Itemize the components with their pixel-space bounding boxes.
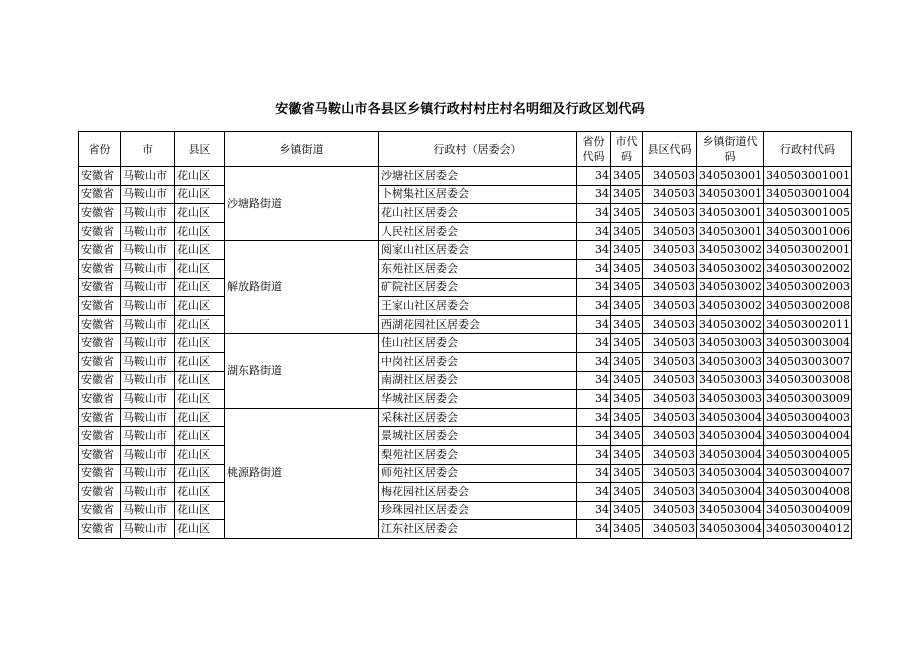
street-cell: 湖东路街道 — [225, 334, 379, 408]
table-row — [79, 427, 852, 446]
column-header: 乡镇街道代码 — [697, 132, 764, 167]
street-code-cell: 340503002 — [697, 259, 764, 278]
city-code-cell: 3405 — [611, 464, 643, 483]
village-code-cell: 340503004009 — [764, 501, 852, 520]
village-cell: 景城社区居委会 — [379, 427, 577, 446]
village-code-cell: 340503002003 — [764, 278, 852, 297]
county-cell: 花山区 — [175, 483, 225, 502]
street-code-cell: 340503002 — [697, 241, 764, 260]
province-cell: 安徽省 — [79, 315, 121, 334]
division-code-table — [78, 131, 852, 539]
table-row — [79, 408, 852, 427]
city-code-cell: 3405 — [611, 501, 643, 520]
village-cell: 人民社区居委会 — [379, 222, 577, 241]
table-row — [79, 204, 852, 223]
village-cell: 沙塘社区居委会 — [379, 167, 577, 186]
village-code-cell: 340503001004 — [764, 185, 852, 204]
column-header: 省份代码 — [577, 132, 611, 167]
table-row — [79, 352, 852, 371]
province-code-cell: 34 — [577, 520, 611, 539]
village-code-cell: 340503004008 — [764, 483, 852, 502]
city-code-cell: 3405 — [611, 315, 643, 334]
county-cell: 花山区 — [175, 222, 225, 241]
city-code-cell: 3405 — [611, 241, 643, 260]
city-cell: 马鞍山市 — [121, 408, 175, 427]
city-cell: 马鞍山市 — [121, 464, 175, 483]
county-cell: 花山区 — [175, 371, 225, 390]
county-code-cell: 340503 — [643, 427, 697, 446]
street-code-cell: 340503003 — [697, 371, 764, 390]
table-row — [79, 334, 852, 353]
county-cell: 花山区 — [175, 241, 225, 260]
table-row — [79, 167, 852, 186]
document-title: 安徽省马鞍山市各县区乡镇行政村村庄村名明细及行政区划代码 — [275, 102, 645, 117]
street-code-cell: 340503002 — [697, 315, 764, 334]
county-cell: 花山区 — [175, 185, 225, 204]
street-code-cell: 340503001 — [697, 185, 764, 204]
province-code-cell: 34 — [577, 427, 611, 446]
table-row — [79, 259, 852, 278]
city-code-cell: 3405 — [611, 371, 643, 390]
table-row — [79, 371, 852, 390]
village-code-cell: 340503002002 — [764, 259, 852, 278]
street-cell: 解放路街道 — [225, 241, 379, 334]
city-cell: 马鞍山市 — [121, 297, 175, 316]
city-cell: 马鞍山市 — [121, 352, 175, 371]
column-header: 行政村（居委会） — [379, 132, 577, 167]
province-code-cell: 34 — [577, 371, 611, 390]
village-code-cell: 340503004007 — [764, 464, 852, 483]
province-code-cell: 34 — [577, 278, 611, 297]
city-code-cell: 3405 — [611, 278, 643, 297]
city-code-cell: 3405 — [611, 352, 643, 371]
village-cell: 阅家山社区居委会 — [379, 241, 577, 260]
province-code-cell: 34 — [577, 483, 611, 502]
county-code-cell: 340503 — [643, 483, 697, 502]
province-cell: 安徽省 — [79, 259, 121, 278]
village-code-cell: 340503002011 — [764, 315, 852, 334]
village-cell: 东苑社区居委会 — [379, 259, 577, 278]
village-code-cell: 340503001006 — [764, 222, 852, 241]
village-code-cell: 340503003008 — [764, 371, 852, 390]
county-code-cell: 340503 — [643, 222, 697, 241]
street-code-cell: 340503004 — [697, 501, 764, 520]
street-code-cell: 340503001 — [697, 167, 764, 186]
province-cell: 安徽省 — [79, 352, 121, 371]
county-code-cell: 340503 — [643, 390, 697, 409]
county-cell: 花山区 — [175, 259, 225, 278]
county-code-cell: 340503 — [643, 297, 697, 316]
street-code-cell: 340503004 — [697, 445, 764, 464]
village-cell: 南湖社区居委会 — [379, 371, 577, 390]
table-body — [79, 167, 852, 539]
city-cell: 马鞍山市 — [121, 278, 175, 297]
village-cell: 师苑社区居委会 — [379, 464, 577, 483]
county-code-cell: 340503 — [643, 520, 697, 539]
county-cell: 花山区 — [175, 167, 225, 186]
village-cell: 中岗社区居委会 — [379, 352, 577, 371]
province-code-cell: 34 — [577, 334, 611, 353]
province-cell: 安徽省 — [79, 222, 121, 241]
city-cell: 马鞍山市 — [121, 259, 175, 278]
county-code-cell: 340503 — [643, 315, 697, 334]
province-cell: 安徽省 — [79, 204, 121, 223]
city-code-cell: 3405 — [611, 167, 643, 186]
city-code-cell: 3405 — [611, 297, 643, 316]
county-code-cell: 340503 — [643, 445, 697, 464]
province-code-cell: 34 — [577, 352, 611, 371]
county-cell: 花山区 — [175, 427, 225, 446]
county-code-cell: 340503 — [643, 204, 697, 223]
village-cell: 王家山社区居委会 — [379, 297, 577, 316]
street-code-cell: 340503003 — [697, 390, 764, 409]
table-row — [79, 520, 852, 539]
street-code-cell: 340503003 — [697, 334, 764, 353]
province-code-cell: 34 — [577, 222, 611, 241]
county-code-cell: 340503 — [643, 464, 697, 483]
village-cell: 梨苑社区居委会 — [379, 445, 577, 464]
city-cell: 马鞍山市 — [121, 427, 175, 446]
province-cell: 安徽省 — [79, 445, 121, 464]
street-code-cell: 340503003 — [697, 352, 764, 371]
table-row — [79, 483, 852, 502]
city-code-cell: 3405 — [611, 520, 643, 539]
province-cell: 安徽省 — [79, 334, 121, 353]
column-header: 县区 — [175, 132, 225, 167]
table-row — [79, 278, 852, 297]
table-row — [79, 501, 852, 520]
village-code-cell: 340503001001 — [764, 167, 852, 186]
street-cell: 沙塘路街道 — [225, 167, 379, 241]
city-cell: 马鞍山市 — [121, 222, 175, 241]
city-cell: 马鞍山市 — [121, 483, 175, 502]
province-cell: 安徽省 — [79, 520, 121, 539]
city-cell: 马鞍山市 — [121, 334, 175, 353]
county-cell: 花山区 — [175, 520, 225, 539]
village-cell: 江东社区居委会 — [379, 520, 577, 539]
column-header: 市代码 — [611, 132, 643, 167]
county-cell: 花山区 — [175, 464, 225, 483]
province-code-cell: 34 — [577, 259, 611, 278]
table-row — [79, 241, 852, 260]
county-code-cell: 340503 — [643, 371, 697, 390]
column-header: 县区代码 — [643, 132, 697, 167]
village-cell: 西湖花园社区居委会 — [379, 315, 577, 334]
village-cell: 花山社区居委会 — [379, 204, 577, 223]
city-code-cell: 3405 — [611, 390, 643, 409]
province-cell: 安徽省 — [79, 278, 121, 297]
city-cell: 马鞍山市 — [121, 204, 175, 223]
street-code-cell: 340503002 — [697, 278, 764, 297]
county-cell: 花山区 — [175, 390, 225, 409]
city-code-cell: 3405 — [611, 427, 643, 446]
village-cell: 采秣社区居委会 — [379, 408, 577, 427]
province-cell: 安徽省 — [79, 297, 121, 316]
province-code-cell: 34 — [577, 445, 611, 464]
county-code-cell: 340503 — [643, 167, 697, 186]
village-code-cell: 340503003009 — [764, 390, 852, 409]
city-cell: 马鞍山市 — [121, 371, 175, 390]
table-row — [79, 315, 852, 334]
village-code-cell: 340503004012 — [764, 520, 852, 539]
city-code-cell: 3405 — [611, 483, 643, 502]
city-cell: 马鞍山市 — [121, 501, 175, 520]
column-header: 行政村代码 — [764, 132, 852, 167]
village-cell: 梅花园社区居委会 — [379, 483, 577, 502]
county-code-cell: 340503 — [643, 259, 697, 278]
county-cell: 花山区 — [175, 315, 225, 334]
province-code-cell: 34 — [577, 464, 611, 483]
village-code-cell: 340503003004 — [764, 334, 852, 353]
village-cell: 矿院社区居委会 — [379, 278, 577, 297]
city-code-cell: 3405 — [611, 222, 643, 241]
village-code-cell: 340503004004 — [764, 427, 852, 446]
table-row — [79, 185, 852, 204]
province-cell: 安徽省 — [79, 241, 121, 260]
street-code-cell: 340503001 — [697, 204, 764, 223]
county-cell: 花山区 — [175, 501, 225, 520]
table-row — [79, 297, 852, 316]
village-code-cell: 340503004005 — [764, 445, 852, 464]
county-cell: 花山区 — [175, 297, 225, 316]
city-cell: 马鞍山市 — [121, 445, 175, 464]
city-cell: 马鞍山市 — [121, 315, 175, 334]
county-cell: 花山区 — [175, 445, 225, 464]
province-cell: 安徽省 — [79, 185, 121, 204]
county-cell: 花山区 — [175, 204, 225, 223]
county-cell: 花山区 — [175, 334, 225, 353]
province-cell: 安徽省 — [79, 408, 121, 427]
province-code-cell: 34 — [577, 241, 611, 260]
village-cell: 华城社区居委会 — [379, 390, 577, 409]
province-cell: 安徽省 — [79, 167, 121, 186]
city-code-cell: 3405 — [611, 185, 643, 204]
village-cell: 珍珠园社区居委会 — [379, 501, 577, 520]
table-row — [79, 464, 852, 483]
province-cell: 安徽省 — [79, 371, 121, 390]
province-cell: 安徽省 — [79, 390, 121, 409]
city-code-cell: 3405 — [611, 408, 643, 427]
street-code-cell: 340503002 — [697, 297, 764, 316]
province-code-cell: 34 — [577, 167, 611, 186]
province-code-cell: 34 — [577, 297, 611, 316]
province-code-cell: 34 — [577, 185, 611, 204]
village-code-cell: 340503003007 — [764, 352, 852, 371]
column-header: 乡镇街道 — [225, 132, 379, 167]
province-code-cell: 34 — [577, 204, 611, 223]
city-cell: 马鞍山市 — [121, 167, 175, 186]
city-code-cell: 3405 — [611, 259, 643, 278]
village-cell: 佳山社区居委会 — [379, 334, 577, 353]
city-cell: 马鞍山市 — [121, 241, 175, 260]
village-code-cell: 340503002001 — [764, 241, 852, 260]
county-code-cell: 340503 — [643, 334, 697, 353]
table-row — [79, 222, 852, 241]
city-cell: 马鞍山市 — [121, 185, 175, 204]
province-cell: 安徽省 — [79, 501, 121, 520]
county-cell: 花山区 — [175, 278, 225, 297]
column-header: 省份 — [79, 132, 121, 167]
province-code-cell: 34 — [577, 408, 611, 427]
province-code-cell: 34 — [577, 315, 611, 334]
street-code-cell: 340503004 — [697, 483, 764, 502]
county-code-cell: 340503 — [643, 185, 697, 204]
province-cell: 安徽省 — [79, 483, 121, 502]
county-code-cell: 340503 — [643, 241, 697, 260]
street-code-cell: 340503004 — [697, 464, 764, 483]
table-row — [79, 445, 852, 464]
county-code-cell: 340503 — [643, 408, 697, 427]
county-code-cell: 340503 — [643, 352, 697, 371]
city-cell: 马鞍山市 — [121, 520, 175, 539]
county-code-cell: 340503 — [643, 278, 697, 297]
street-code-cell: 340503004 — [697, 427, 764, 446]
table-row — [79, 390, 852, 409]
street-code-cell: 340503004 — [697, 408, 764, 427]
province-cell: 安徽省 — [79, 464, 121, 483]
column-header: 市 — [121, 132, 175, 167]
city-code-cell: 3405 — [611, 334, 643, 353]
village-code-cell: 340503004003 — [764, 408, 852, 427]
county-cell: 花山区 — [175, 408, 225, 427]
province-code-cell: 34 — [577, 501, 611, 520]
county-cell: 花山区 — [175, 352, 225, 371]
city-code-cell: 3405 — [611, 204, 643, 223]
street-code-cell: 340503001 — [697, 222, 764, 241]
village-code-cell: 340503002008 — [764, 297, 852, 316]
province-code-cell: 34 — [577, 390, 611, 409]
city-code-cell: 3405 — [611, 445, 643, 464]
street-code-cell: 340503004 — [697, 520, 764, 539]
village-code-cell: 340503001005 — [764, 204, 852, 223]
village-cell: 卜树集社区居委会 — [379, 185, 577, 204]
street-cell: 桃源路街道 — [225, 408, 379, 538]
county-code-cell: 340503 — [643, 501, 697, 520]
city-cell: 马鞍山市 — [121, 390, 175, 409]
header-row — [79, 132, 852, 167]
province-cell: 安徽省 — [79, 427, 121, 446]
